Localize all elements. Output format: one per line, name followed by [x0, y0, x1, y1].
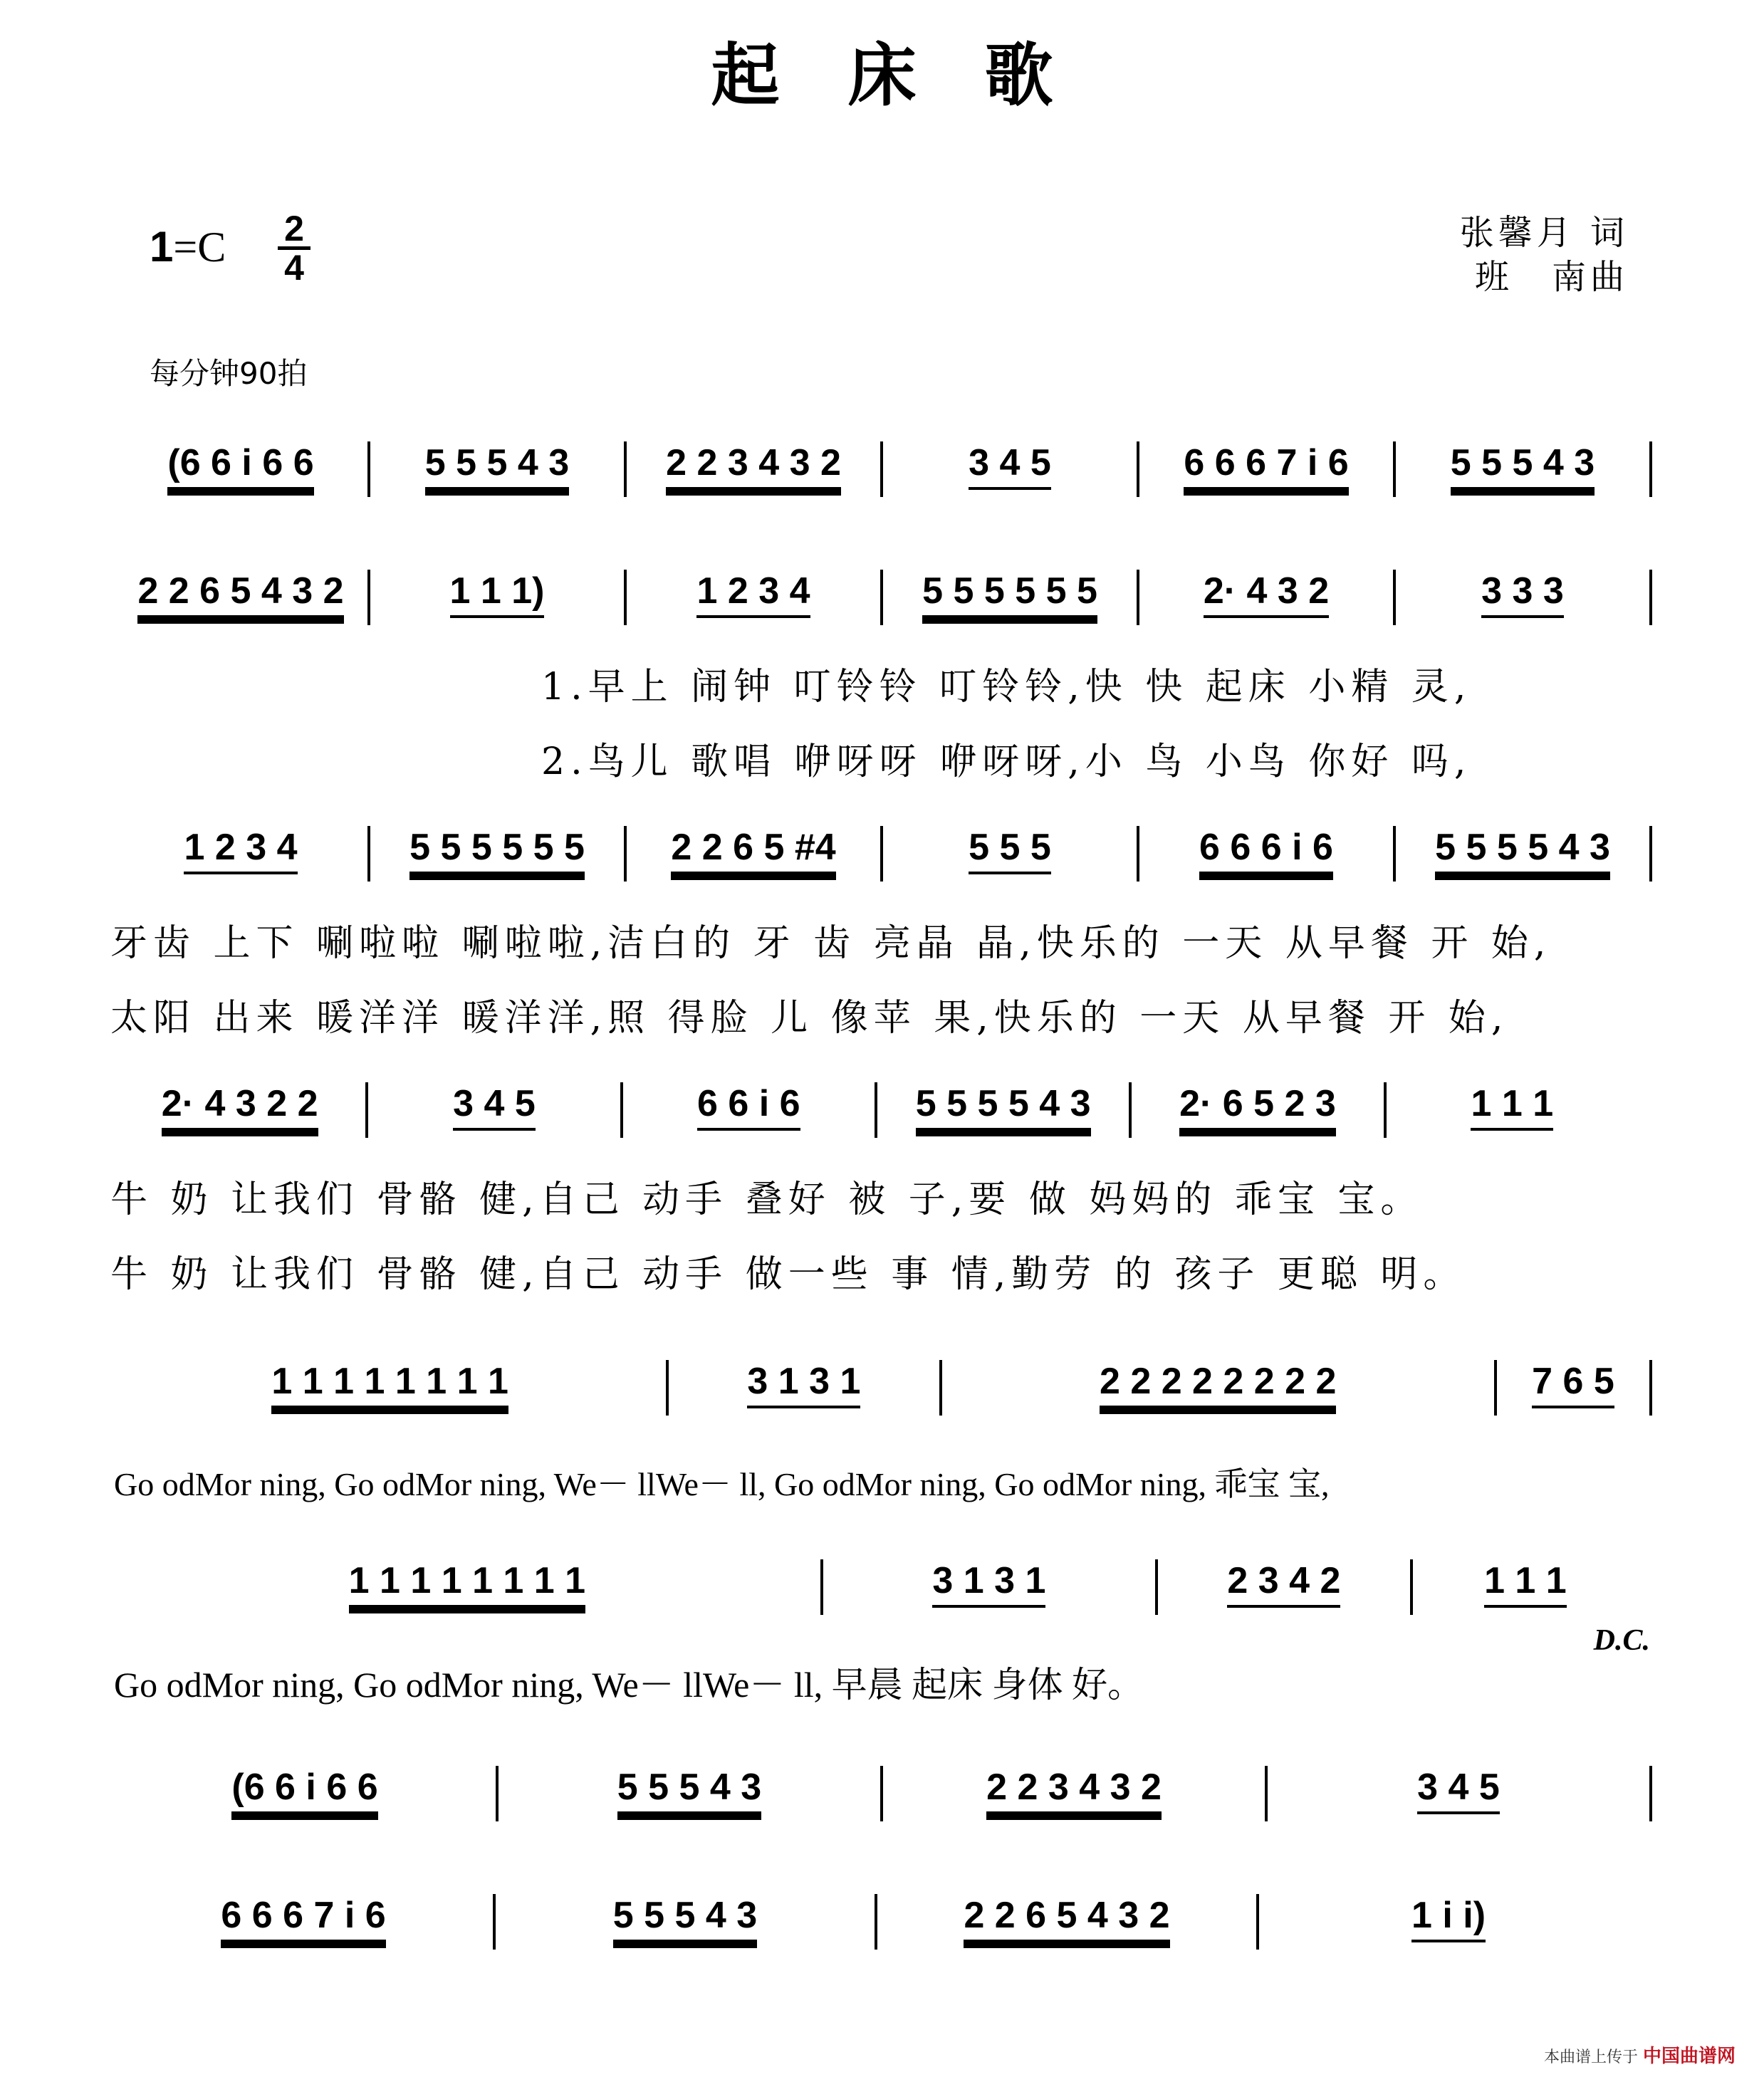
measure: 5 5 5 4 3: [496, 1894, 875, 1950]
lyric-english-line-2: Go odMor ning, Go odMor ning, We－ llWe－ ll, 早晨 起床 身体 好。: [114, 1665, 1144, 1705]
measure: 2 2 3 4 3 2: [627, 441, 880, 497]
measure: (6 6 i 6 6: [114, 441, 367, 497]
measure: 5 5 5 4 3: [499, 1766, 880, 1821]
key-signature: 1=C: [150, 223, 226, 271]
measure: 2 3 4 2: [1158, 1559, 1410, 1608]
measure: 1 1 1 1 1 1 1 1: [114, 1559, 820, 1615]
measure: (6 6 i 6 6: [114, 1766, 496, 1821]
score-row-7: [114, 1766, 1652, 1821]
measure: 5 5 5 5 4 3: [877, 1082, 1129, 1138]
measure: 2· 6 5 2 3: [1132, 1082, 1383, 1138]
song-title: 起 床 歌: [711, 35, 1053, 115]
footer-watermark: 本曲谱上传于 中国曲谱网: [1543, 2046, 1736, 2067]
measure: 2· 4 3 2: [1139, 570, 1393, 618]
tempo-marking: 每分钟90拍: [150, 356, 308, 391]
measure: 1 2 3 4: [114, 826, 367, 874]
measure: 5 5 5 5 4 3: [1396, 826, 1649, 882]
lyric-verse-1-line-1: 1.早上 闹钟 叮铃铃 叮铃铃,快 快 起床 小精 灵,: [541, 666, 1472, 708]
measure: 3 4 5: [883, 441, 1137, 490]
measure: 3 4 5: [368, 1082, 620, 1131]
measure: 5 5 5 4 3: [1396, 441, 1649, 497]
measure: 1 2 3 4: [627, 570, 880, 618]
measure: 6 6 6 7 i 6: [114, 1894, 493, 1950]
measure: 3 1 3 1: [669, 1360, 939, 1408]
score-row-3: [114, 826, 1652, 882]
score-row-5: [114, 1360, 1652, 1416]
composer: 班 南曲: [1474, 257, 1629, 297]
lyricist: 张馨月 词: [1459, 213, 1629, 253]
lyric-verse-2-line-1: 2.鸟儿 歌唱 咿呀呀 咿呀呀,小 鸟 小鸟 你好 吗,: [541, 741, 1472, 783]
score-row-8: [114, 1894, 1652, 1950]
score-row-1: [114, 441, 1652, 497]
credits: [1460, 211, 1629, 299]
measure: 2 2 6 5 4 3 2: [114, 570, 367, 625]
measure: 2 2 3 4 3 2: [883, 1766, 1265, 1821]
lyric-english-line-1: Go odMor ning, Go odMor ning, We－ llWe－ ll, Go odMor ning, Go odMor ning, 乖宝 宝,: [114, 1466, 1330, 1502]
measure: 2 2 6 5 #4: [627, 826, 880, 882]
measure: 6 6 i 6: [623, 1082, 875, 1131]
lyric-verse-1-line-3: 牛 奶 让我们 骨骼 健,自己 动手 叠好 被 子,要 做 妈妈的 乖宝 宝。: [110, 1178, 1424, 1221]
meter-top: 2: [284, 209, 304, 249]
measure: 3 4 5: [1268, 1766, 1649, 1814]
lyric-verse-2-line-2: 太阳 出来 暖洋洋 暖洋洋,照 得脸 儿 像苹 果,快乐的 一天 从早餐 开 始,: [110, 997, 1509, 1040]
measure: 1 1 1 1 1 1 1 1: [114, 1360, 666, 1416]
score-row-2: [114, 570, 1652, 625]
measure: 2· 4 3 2 2: [114, 1082, 365, 1138]
measure: 3 1 3 1: [823, 1559, 1155, 1608]
score-row-6: [114, 1559, 1652, 1615]
lyric-verse-2-line-3: 牛 奶 让我们 骨骼 健,自己 动手 做一些 事 情,勤劳 的 孩子 更聪 明。: [110, 1253, 1466, 1296]
measure: 1 1 1: [1387, 1082, 1638, 1131]
measure: 5 5 5 5 5 5: [883, 570, 1137, 625]
measure: 5 5 5 5 5 5: [370, 826, 624, 882]
da-capo-marking: D.C.: [1593, 1624, 1650, 1657]
lyric-verse-1-line-2: 牙齿 上下 唰啦啦 唰啦啦,洁白的 牙 齿 亮晶 晶,快乐的 一天 从早餐 开 始,: [110, 922, 1552, 965]
measure: 7 6 5: [1497, 1360, 1649, 1408]
meter-bottom: 4: [284, 248, 304, 288]
time-signature: [278, 209, 310, 288]
measure: 3 3 3: [1396, 570, 1649, 618]
measure: 1 1 1): [370, 570, 624, 618]
measure: 5 5 5: [883, 826, 1137, 874]
measure: 5 5 5 4 3: [370, 441, 624, 497]
measure: 2 2 6 5 4 3 2: [877, 1894, 1256, 1950]
measure: 6 6 6 7 i 6: [1139, 441, 1393, 497]
site-logo-text: 中国曲谱网: [1642, 2046, 1736, 2067]
measure: 1 i i): [1259, 1894, 1638, 1942]
score-row-4: [114, 1082, 1652, 1138]
measure: 6 6 6 i 6: [1139, 826, 1393, 882]
measure: 2 2 2 2 2 2 2 2: [942, 1360, 1494, 1416]
measure: 1 1 1: [1413, 1559, 1638, 1608]
